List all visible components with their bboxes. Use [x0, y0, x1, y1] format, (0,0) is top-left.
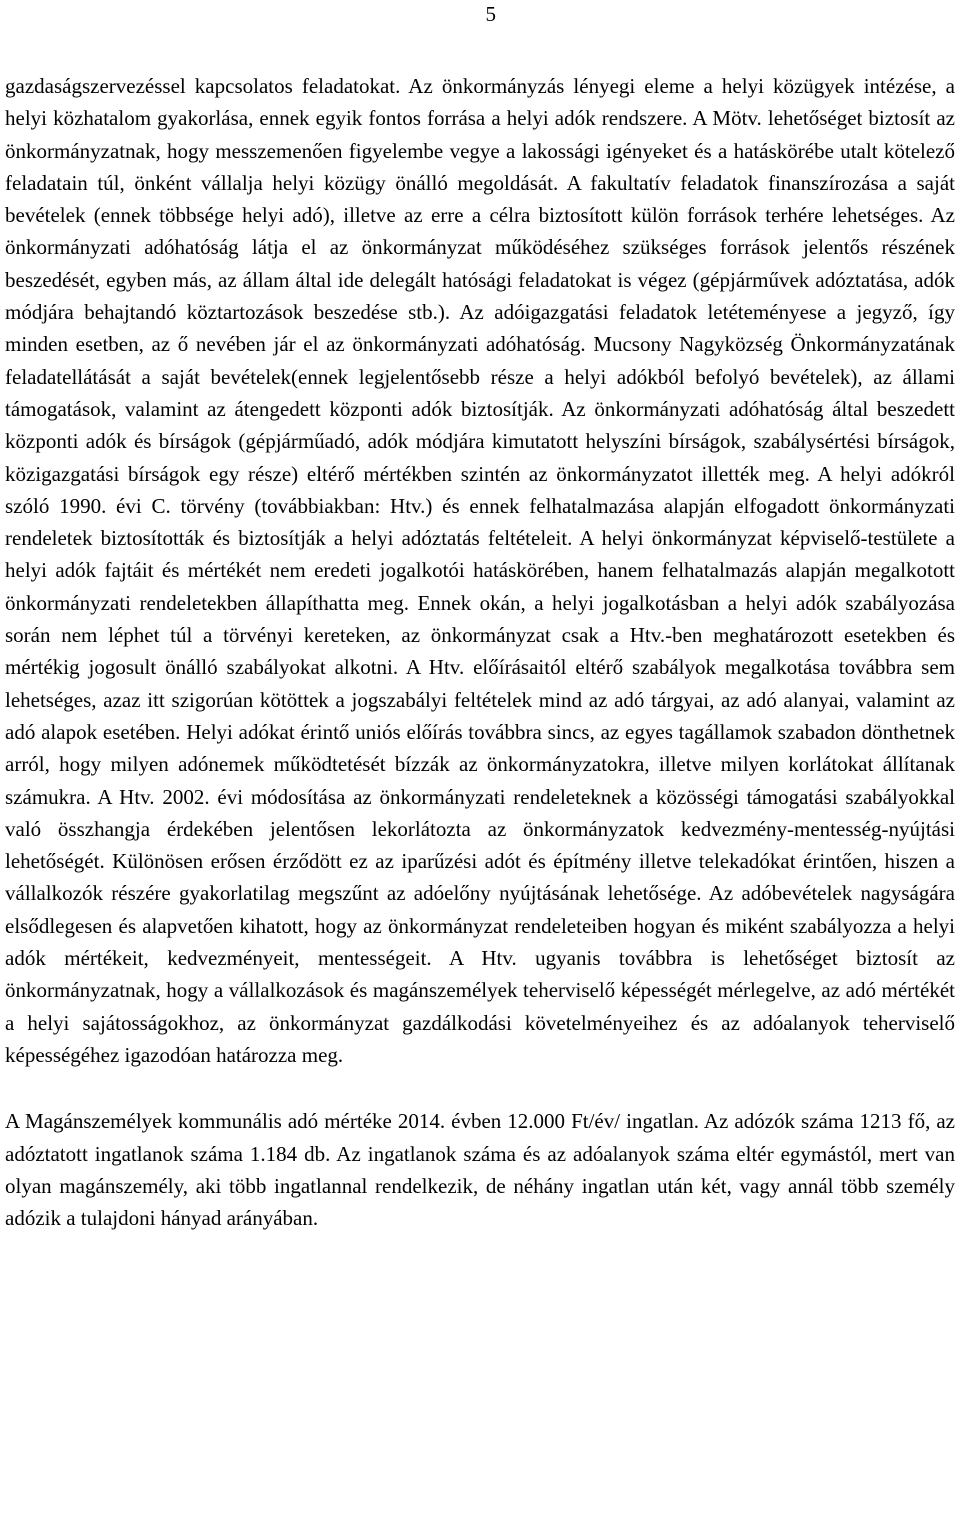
document-body	[5, 70, 955, 1234]
page-number: 5	[485, 2, 496, 26]
body-paragraph: A Magánszemélyek kommunális adó mértéke 2014. évben 12.000 Ft/év/ ingatlan. Az adózók száma 1213 fő, az adóztatott ingatlanok száma 1.184 db. Az ingatlanok száma és az adóalanyok száma eltér egymástól, mert van olyan magánszemély, aki több ingatlannal rendelkezik, de néhány ingatlan után két, vagy annál több személy adózik a tulajdoni hányad arányában.	[5, 1109, 955, 1231]
body-paragraph: gazdaságszervezéssel kapcsolatos feladatokat. Az önkormányzás lényegi eleme a helyi közügyek intézése, a helyi közhatalom gyakorlása, ennek egyik fontos forrása a helyi adók rendszere. A Mötv. lehetőséget biztosít az önkormányzatnak, hogy messzemenően figyelembe vegye a lakossági igényeket és a hatáskörébe utalt kötelező feladatain túl, önként vállalja helyi közügy önálló megoldását. A fakultatív feladatok finanszírozása a saját bevételek (ennek többsége helyi adó), illetve az erre a célra biztosított külön források terhére lehetséges. Az önkormányzati adóhatóság látja el az önkormányzat működéséhez szükséges források jelentős részének beszedését, egyben más, az állam által ide delegált hatósági feladatokat is végez (gépjárművek adóztatása, adók módjára behajtandó köztartozások beszedése stb.). Az adóigazgatási feladatok letéteményese a jegyző, így minden esetben, az ő nevében jár el az önkormányzati adóhatóság. Mucsony Nagyközség Önkormányzatának feladatellátását a saját bevételek(ennek legjelentősebb része a helyi adókból befolyó bevételek), az állami támogatások, valamint az átengedett központi adók biztosítják. Az önkormányzati adóhatóság által beszedett központi adók és bírságok (gépjárműadó, adók módjára kimutatott helyszíni bírságok, szabálysértési bírságok, közigazgatási bírságok egy része) eltérő mértékben szintén az önkormányzatot illették meg. A helyi adókról szóló 1990. évi C. törvény (továbbiakban: Htv.) és ennek felhatalmazása alapján elfogadott önkormányzati rendeletek biztosították és biztosítják a helyi adóztatás feltételeit. A helyi önkormányzat képviselő-testülete a helyi adók fajtáit és mértékét nem eredeti jogalkotói hatáskörében, hanem felhatalmazás alapján megalkotott önkormányzati rendeletekben állapíthatta meg. Ennek okán, a helyi jogalkotásban a helyi adók szabályozása során nem léphet túl a törvényi kereteken, az önkormányzat csak a Htv.-ben meghatározott esetekben és mértékig jogosult önálló szabályokat alkotni. A Htv. előírásaitól eltérő szabályok megalkotása továbbra sem lehetséges, azaz itt szigorúan kötöttek a jogszabályi feltételek mind az adó tárgyai, az adó alanyai, valamint az adó alapok esetében. Helyi adókat érintő uniós előírás továbbra sincs, az egyes tagállamok szabadon dönthetnek arról, hogy milyen adónemek működtetését bízzák az önkormányzatokra, illetve milyen korlátokat állítanak számukra. A Htv. 2002. évi módosítása az önkormányzati rendeleteknek a közösségi támogatási szabályokkal való összhangja érdekében jelentősen lekorlátozta az önkormányzatok kedvezmény-mentesség-nyújtási lehetőségét. Különösen erősen érződött ez az iparűzési adót és építmény illetve telekadókat érintően, hiszen a vállalkozók részére gyakorlatilag megszűnt az adóelőny nyújtásának lehetősége. Az adóbevételek nagyságára elsődlegesen és alapvetően kihatott, hogy az önkormányzat rendeleteiben hogyan és miként szabályozza a helyi adók mértékeit, kedvezményeit, mentességeit. A Htv. ugyanis továbbra is lehetőséget biztosít az önkormányzatnak, hogy a vállalkozások és magánszemélyek teherviselő képességét mérlegelve, az adó mértékét a helyi sajátosságokhoz, az önkormányzat gazdálkodási követelményeihez és az adóalanyok teherviselő képességéhez igazodóan határozza meg.	[5, 74, 955, 1067]
